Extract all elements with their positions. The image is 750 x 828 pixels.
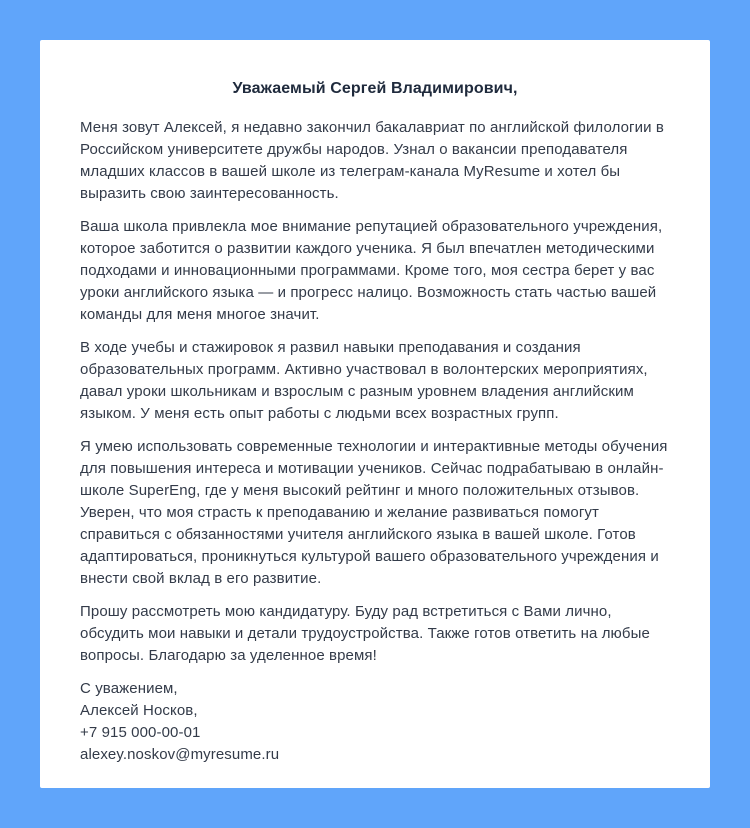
letter-paragraph-intro: Меня зовут Алексей, я недавно закончил бакалавриат по английской филологии в Российском университете дружбы народов. Узнал о вакансии преподавателя младших классов в вашей школе из телеграм-канала MyResume и хотел бы выразить свою заинтересованность. [80,119,664,202]
letter-card [40,40,710,788]
letter-paragraph-skills: Я умею использовать современные технологии и интерактивные методы обучения для повышения интереса и мотивации учеников. Сейчас подрабатываю в онлайн-школе SuperEng, где у меня высокий рейтинг и много положительных отзывов. Уверен, что моя страсть к преподаванию и желание развиваться помогут справиться с обязанностями учителя английского языка в вашей школе. Готов адаптироваться, проникнуться культурой вашего образовательного учреждения и внести свой вклад в его развитие. [80,438,668,587]
letter-greeting: Уважаемый Сергей Владимирович, [232,80,518,97]
letter-paragraph-closing: Прошу рассмотреть мою кандидатуру. Буду рад встретиться с Вами лично, обсудить мои навыки и детали трудоустройства. Также готов ответить на любые вопросы. Благодарю за уделенное время! [80,603,650,664]
letter-paragraph-experience: В ходе учебы и стажировок я развил навыки преподавания и создания образовательных программ. Активно участвовал в волонтерских мероприятиях, давал уроки школьникам и взрослым с разным уровнем владения английским языком. У меня есть опыт работы с людьми всех возрастных групп. [80,339,648,422]
signature-email: alexey.noskov@myresume.ru [80,746,280,763]
signature-closing: С уважением, [80,680,178,697]
letter-body [80,117,670,667]
letter-paragraph-motivation: Ваша школа привлекла мое внимание репутацией образовательного учреждения, которое заботится о развитии каждого ученика. Я был впечатлен методическими подходами и инновационными программами. Кроме того, моя сестра берет у вас уроки английского языка — и прогресс налицо. Возможность стать частью вашей команды для меня многое значит. [80,218,663,323]
signature-block [80,678,670,766]
signature-phone: +7 915 000-00-01 [80,724,201,741]
signature-name: Алексей Носков, [80,702,198,719]
